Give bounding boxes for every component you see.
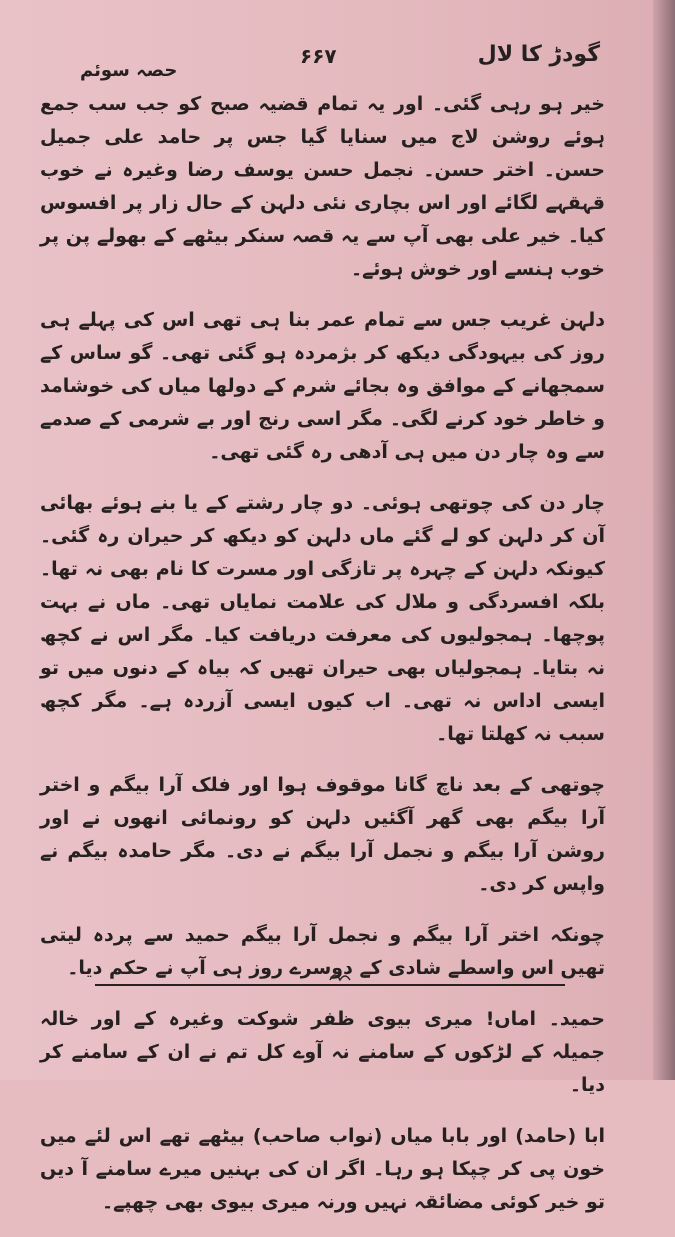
- paragraph-3: چار دن کی چوتھی ہوئی۔ دو چار رشتے کے یا بنے ہوئے بھائی آن کر دلہن کو لے گئے ماں دلہن کو دیکھ کر حیران رہ گئی۔ کیونکہ دلہن کے چہرہ پر تازگی اور مسرت کا نام بھی نہ تھا۔ بلکہ افسردگی و ملال کی علامت نمایاں تھی۔ ماں نے بہت پوچھا۔ ہمجولیوں کی معرفت دریافت کیا۔ مگر اس نے کچھ نہ بتایا۔ ہمجولیاں بھی حیران تھیں کہ بیاہ کے دنوں میں تو ایسی اداس نہ تھی۔ اب کیوں ایسی آزردہ ہے۔ مگر کچھ سبب نہ کھلتا تھا۔: [40, 492, 605, 745]
- page-number: ۶۶۷: [300, 44, 337, 68]
- paragraph-1: خیر ہو رہی گئی۔ اور یہ تمام قضیہ صبح کو جب سب جمع ہوئے روشن لاج میں سنایا گیا جس پر حامد علی جمیل حسن۔ اختر حسن۔ نجمل حسن یوسف رضا وغیرہ نے خوب قہقہے لگائے اور اس بچاری نئی دلہن کے حال زار پر افسوس کیا۔ خیر علی بھی آپ سے یہ قصہ سنکر بیٹھے کے بھولے پن پر خوب ہنسے اور خوش ہوئے۔: [40, 93, 605, 280]
- section-label: حصہ سوئم: [80, 60, 178, 81]
- end-ornament-icon: [150, 970, 530, 984]
- paragraph-7: ابا (حامد) اور بابا میاں (نواب صاحب) بیٹھے تھے اس لئے میں خون پی کر چپکا ہو رہا۔ اگر ان کی بہنیں میرے سامنے آ دیں تو خیر کوئی مضائقہ نہیں ورنہ میری بیوی بھی چھپے۔: [40, 1125, 605, 1213]
- paragraph-6: حمید۔ اماں! میری بیوی ظفر شوکت وغیرہ کے اور خالہ جمیلہ کے لڑکوں کے سامنے نہ آوے کل تم نے ان کے سامنے کر دیا۔: [40, 1008, 605, 1096]
- paragraph-5: چونکہ اختر آرا بیگم و نجمل آرا بیگم حمید سے پردہ لیتی تھیں اس واسطے شادی کے دوسرے روز ہی آپ نے حکم دیا۔: [40, 924, 605, 979]
- page-header: [80, 42, 600, 82]
- paragraph-2: دلہن غریب جس سے تمام عمر بنا ہی تھی اس کی پہلے ہی روز کی بیہودگی دیکھ کر بژمردہ ہو گئی تھی۔ گو ساس کے سمجھانے کے موافق وہ بجائے شرم کے دولھا میاں کی خوشامد و خاطر خود کرنے لگی۔ مگر اسی رنج اور بے شرمی کے صدمے سے وہ چار دن میں ہی آدھی رہ گئی تھی۔: [40, 309, 605, 463]
- page-binding-edge: [653, 0, 675, 1080]
- body-text: [40, 88, 605, 1237]
- paragraph-4: چوتھی کے بعد ناچ گانا موقوف ہوا اور فلک آرا بیگم و اختر آرا بیگم بھی گھر آگئیں دلہن کو رونمائی انھوں نے اور روشن آرا بیگم و نجمل آرا بیگم نے دی۔ مگر حامدہ بیگم نے واپس کر دی۔: [40, 774, 605, 895]
- book-title: گودڑ کا لال: [477, 42, 600, 67]
- end-rule: [95, 984, 565, 986]
